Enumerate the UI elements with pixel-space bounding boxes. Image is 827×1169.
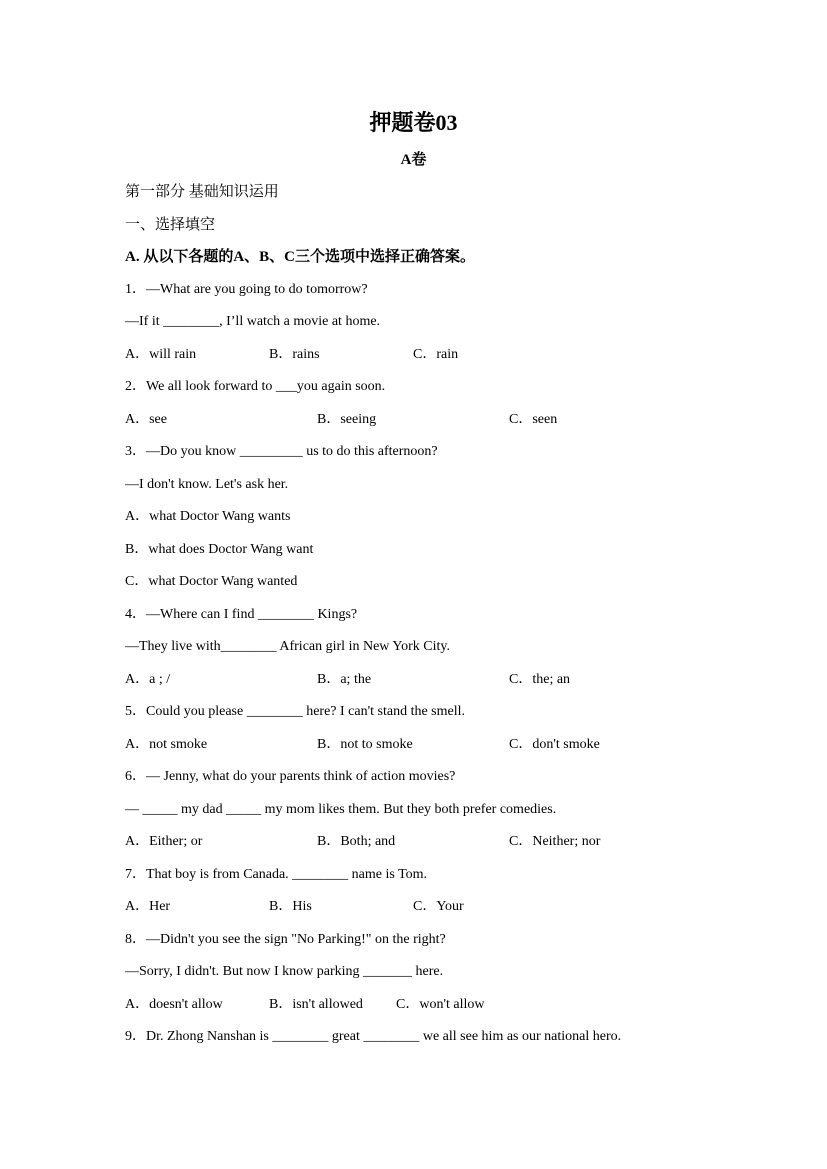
question-2-option-b[interactable]: B．seeing [317, 412, 377, 427]
question-6-option-b[interactable]: B．Both; and [317, 834, 396, 849]
question-2-line-1: 2．We all look forward to ___you again soon. [125, 379, 386, 394]
question-5-option-b[interactable]: B．not to smoke [317, 737, 413, 752]
question-4-line-2: —They live with________ African girl in New York City. [125, 639, 450, 654]
question-7-option-c[interactable]: C．Your [413, 899, 464, 914]
question-4-option-b[interactable]: B．a; the [317, 672, 372, 687]
question-3-line-1: 3．—Do you know _________ us to do this afternoon? [125, 444, 438, 459]
question-6-option-a[interactable]: A．Either; or [125, 834, 203, 849]
page-subtitle: A卷 [400, 152, 427, 168]
question-2-option-c[interactable]: C．seen [509, 412, 558, 427]
question-6-line-1: 6．— Jenny, what do your parents think of action movies? [125, 769, 456, 784]
question-7-option-b[interactable]: B．His [269, 899, 312, 914]
question-8-option-c[interactable]: C．won't allow [396, 997, 485, 1012]
question-3-option-a[interactable]: A．what Doctor Wang wants [125, 509, 291, 524]
question-3-option-c[interactable]: C．what Doctor Wang wanted [125, 574, 298, 589]
question-1-option-b[interactable]: B．rains [269, 347, 320, 362]
question-7-option-a[interactable]: A．Her [125, 899, 171, 914]
question-4-option-a[interactable]: A．a ; / [125, 672, 171, 687]
question-5-line-1: 5．Could you please ________ here? I can't stand the smell. [125, 704, 465, 719]
page-title: 押题卷03 [369, 110, 458, 135]
section-heading: 一、选择填空 [125, 217, 216, 233]
question-1-line-1: 1．—What are you going to do tomorrow? [125, 282, 368, 297]
question-8-line-2: —Sorry, I didn't. But now I know parking _______ here. [125, 964, 444, 979]
question-8-option-a[interactable]: A．doesn't allow [125, 997, 223, 1012]
question-5-option-a[interactable]: A．not smoke [125, 737, 208, 752]
question-3-line-2: —I don't know. Let's ask her. [125, 477, 289, 492]
question-1-line-2: —If it ________, I’ll watch a movie at home. [125, 314, 381, 329]
question-4-line-1: 4．—Where can I find ________ Kings? [125, 607, 358, 622]
question-5-option-c[interactable]: C．don't smoke [509, 737, 600, 752]
question-1-option-a[interactable]: A．will rain [125, 347, 197, 362]
question-4-option-c[interactable]: C．the; an [509, 672, 571, 687]
question-3-option-b[interactable]: B．what does Doctor Wang want [125, 542, 314, 557]
question-1-option-c[interactable]: C．rain [413, 347, 459, 362]
question-8-line-1: 8．—Didn't you see the sign "No Parking!" on the right? [125, 932, 446, 947]
question-6-line-2: — _____ my dad _____ my mom likes them. But they both prefer comedies. [125, 802, 557, 817]
question-9-line-1: 9．Dr. Zhong Nanshan is ________ great ________ we all see him as our national hero. [125, 1029, 622, 1044]
part-heading: 第一部分 基础知识运用 [125, 184, 279, 200]
question-7-line-1: 7．That boy is from Canada. ________ name is Tom. [125, 867, 428, 882]
instruction-text: A. 从以下各题的A、B、C三个选项中选择正确答案。 [125, 249, 476, 265]
question-8-option-b[interactable]: B．isn't allowed [269, 997, 363, 1012]
question-6-option-c[interactable]: C．Neither; nor [509, 834, 601, 849]
question-2-option-a[interactable]: A．see [125, 412, 167, 427]
